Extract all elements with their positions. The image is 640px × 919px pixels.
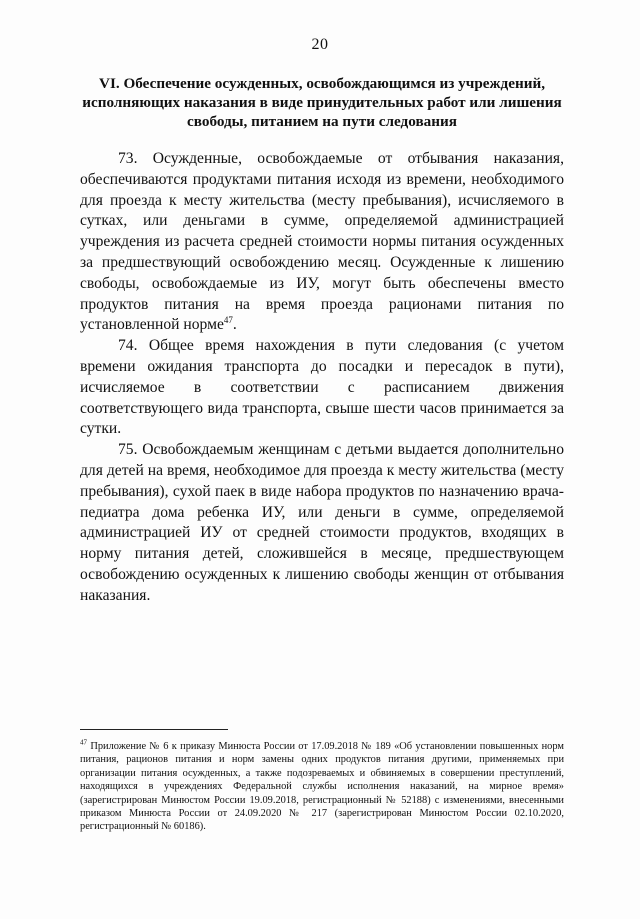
document-body xyxy=(80,149,564,607)
footnote-separator xyxy=(80,729,228,730)
footnote-reference[interactable]: 47 xyxy=(223,315,233,326)
footnote-number: 47 xyxy=(80,738,87,747)
footnote xyxy=(80,740,564,834)
paragraph-75: 75. Освобождаемым женщинам с детьми выдается дополнительно для детей на время, необходимое для проезда к месту жительства (месту пребывания), сухой паек в виде набора продуктов по назначению врача-педиатра дома ребенка ИУ, или деньги в сумме, определяемой администрацией ИУ от средней стоимости продуктов, входящих в норму питания детей, сложившейся в месяце, предшествующем освобождению осужденных к лишению свободы женщин от отбывания наказания. xyxy=(80,441,564,604)
footnote-text: Приложение № 6 к приказу Минюста России от 17.09.2018 № 189 «Об установлении повышенных норм питания, рационов питания и норм замены одних продуктов питания другими, применяемых при организации питания осужденных, а также подозреваемых и обвиняемых в совершении преступлений, находящихся в учреждениях Федеральной службы исполнения наказаний, на мирное время» (зарегистрирован Минюстом России 19.09.2018, регистрационный № 52188) с изменениями, внесенными приказом Минюста России от 24.09.2020 № 217 (зарегистрирован Минюстом России 02.10.2020, регистрационный № 60186). xyxy=(80,741,564,833)
section-heading: VI. Обеспечение осужденных, освобождающимся из учреждений, исполняющих наказания в виде принудительных работ или лишения свободы, питанием на пути следования xyxy=(82,75,562,130)
paragraph-73-text: 73. Осужденные, освобождаемые от отбывания наказания, обеспечиваются продуктами питания исходя из времени, необходимого для проезда к месту жительства (месту пребывания), исчисляемого в сутках, или деньгами в сумме, определяемой администрацией учреждения из расчета средней стоимости нормы питания осужденных за предшествующий освобождению месяц. Осужденные к лишению свободы, освобождаемые из ИУ, могут быть обеспечены вместо продуктов питания на время проезда рационами питания по установленной норме xyxy=(80,150,564,334)
paragraph-74: 74. Общее время нахождения в пути следования (с учетом времени ожидания транспорта до посадки и пересадок в пути), исчисляемое в соответствии с расписанием движения соответствующего вида транспорта, свыше шести часов принимается за сутки. xyxy=(80,337,564,438)
paragraph-73-tail: . xyxy=(232,316,237,334)
page-number: 20 xyxy=(311,36,329,53)
paragraph-73 xyxy=(80,149,564,336)
